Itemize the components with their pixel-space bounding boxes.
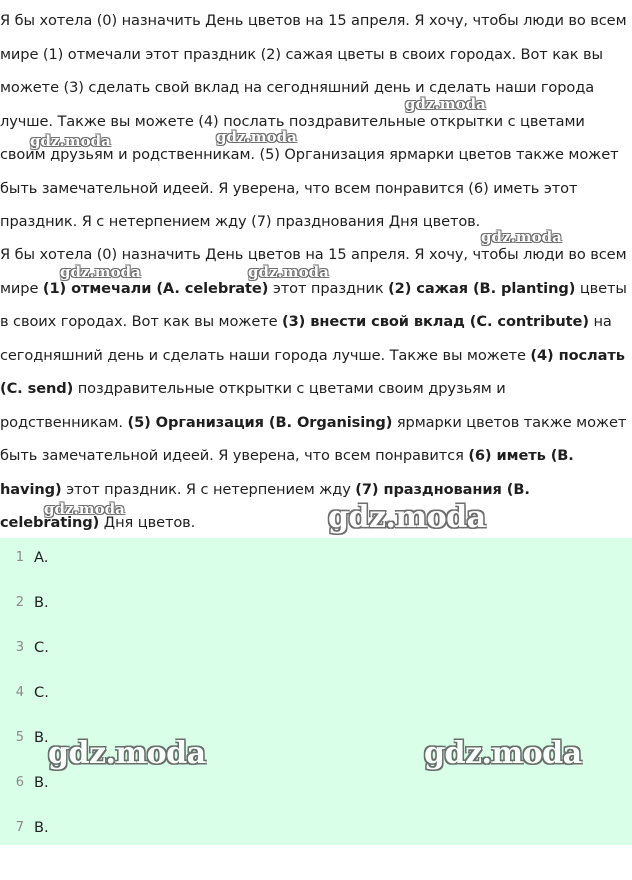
watermark: gdz.moda: [405, 95, 486, 113]
answer-value: B.: [34, 818, 49, 836]
answer-row: [0, 591, 49, 613]
answer-value: B.: [34, 728, 49, 746]
answer-number: 6: [15, 774, 24, 790]
paragraph-text: Дня цветов.: [99, 514, 196, 531]
answer-row: [0, 726, 49, 748]
answer-value: C.: [34, 638, 49, 656]
answer-highlight: (4) послать (C. send): [0, 346, 625, 397]
answer-value: B.: [34, 773, 49, 791]
answer-value: B.: [34, 593, 49, 611]
answer-row: [0, 546, 48, 568]
watermark: gdz.moda: [424, 736, 582, 771]
watermark: gdz.moda: [216, 128, 297, 146]
answer-highlight: (6) иметь (B. having): [0, 447, 574, 498]
answer-number: 7: [15, 819, 24, 835]
watermark: gdz.moda: [30, 132, 111, 150]
answer-row: [0, 681, 49, 703]
answer-row: [0, 771, 49, 793]
answer-number: 2: [15, 594, 24, 610]
watermark: gdz.moda: [328, 500, 486, 535]
paragraph-text: цветы в своих городах. Вот как вы можете: [0, 279, 627, 330]
answer-highlight: (7) празднования (B. celebrating): [0, 480, 530, 531]
watermark: gdz.moda: [248, 263, 329, 281]
answer-number: 1: [15, 549, 24, 565]
answer-row: [0, 636, 49, 658]
answer-number: 4: [15, 684, 24, 700]
watermark: gdz.moda: [60, 263, 141, 281]
answer-value: C.: [34, 683, 49, 701]
answer-number: 3: [15, 639, 24, 655]
watermark: gdz.moda: [44, 500, 125, 518]
answer-list: [0, 538, 632, 845]
watermark: gdz.moda: [481, 228, 562, 246]
paragraph-text: ярмарки цветов также может быть замечательной идеей. Я уверена, что всем понравится: [0, 413, 627, 464]
answer-row: [0, 816, 49, 838]
paragraph-text: этот праздник: [268, 279, 389, 297]
answer-number: 5: [15, 729, 24, 745]
answer-highlight: (2) сажая (B. planting): [388, 279, 576, 297]
answered-paragraph: [0, 238, 632, 540]
answer-value: A.: [34, 548, 49, 566]
paragraph-text: поздравительные открытки с цветами своим друзьям и родственникам.: [0, 380, 506, 431]
answer-highlight: (1) отмечали (A. celebrate): [42, 279, 269, 297]
original-paragraph: Я бы хотела (0) назначить День цветов на 15 апреля. Я хочу, чтобы люди во всем мире (1) отмечали этот праздник (2) сажая цветы в своих городах. Вот как вы можете (3) сделать свой вклад на сегодняшний день и сделать наши города лучше. Также вы можете (4) послать поздравительные открытки с цветами своим друзьям и родственникам. (5) Организация ярмарки цветов также может быть замечательной идеей. Я уверена, что всем понравится (6) иметь этот праздник. Я с нетерпением жду (7) празднования Дня цветов.: [0, 12, 627, 230]
paragraph-text: Я бы хотела (0) назначить День цветов на 15 апреля. Я хочу, чтобы люди во всем мире: [0, 246, 627, 297]
paragraph-text: этот праздник. Я с нетерпением жду: [61, 480, 356, 498]
answer-highlight: (3) внести свой вклад (C. contribute): [282, 313, 589, 330]
paragraph-text: на сегодняшний день и сделать наши города лучше. Также вы можете: [0, 313, 612, 364]
answer-highlight: (5) Организация (B. Organising): [127, 413, 393, 431]
watermark: gdz.moda: [48, 736, 206, 771]
